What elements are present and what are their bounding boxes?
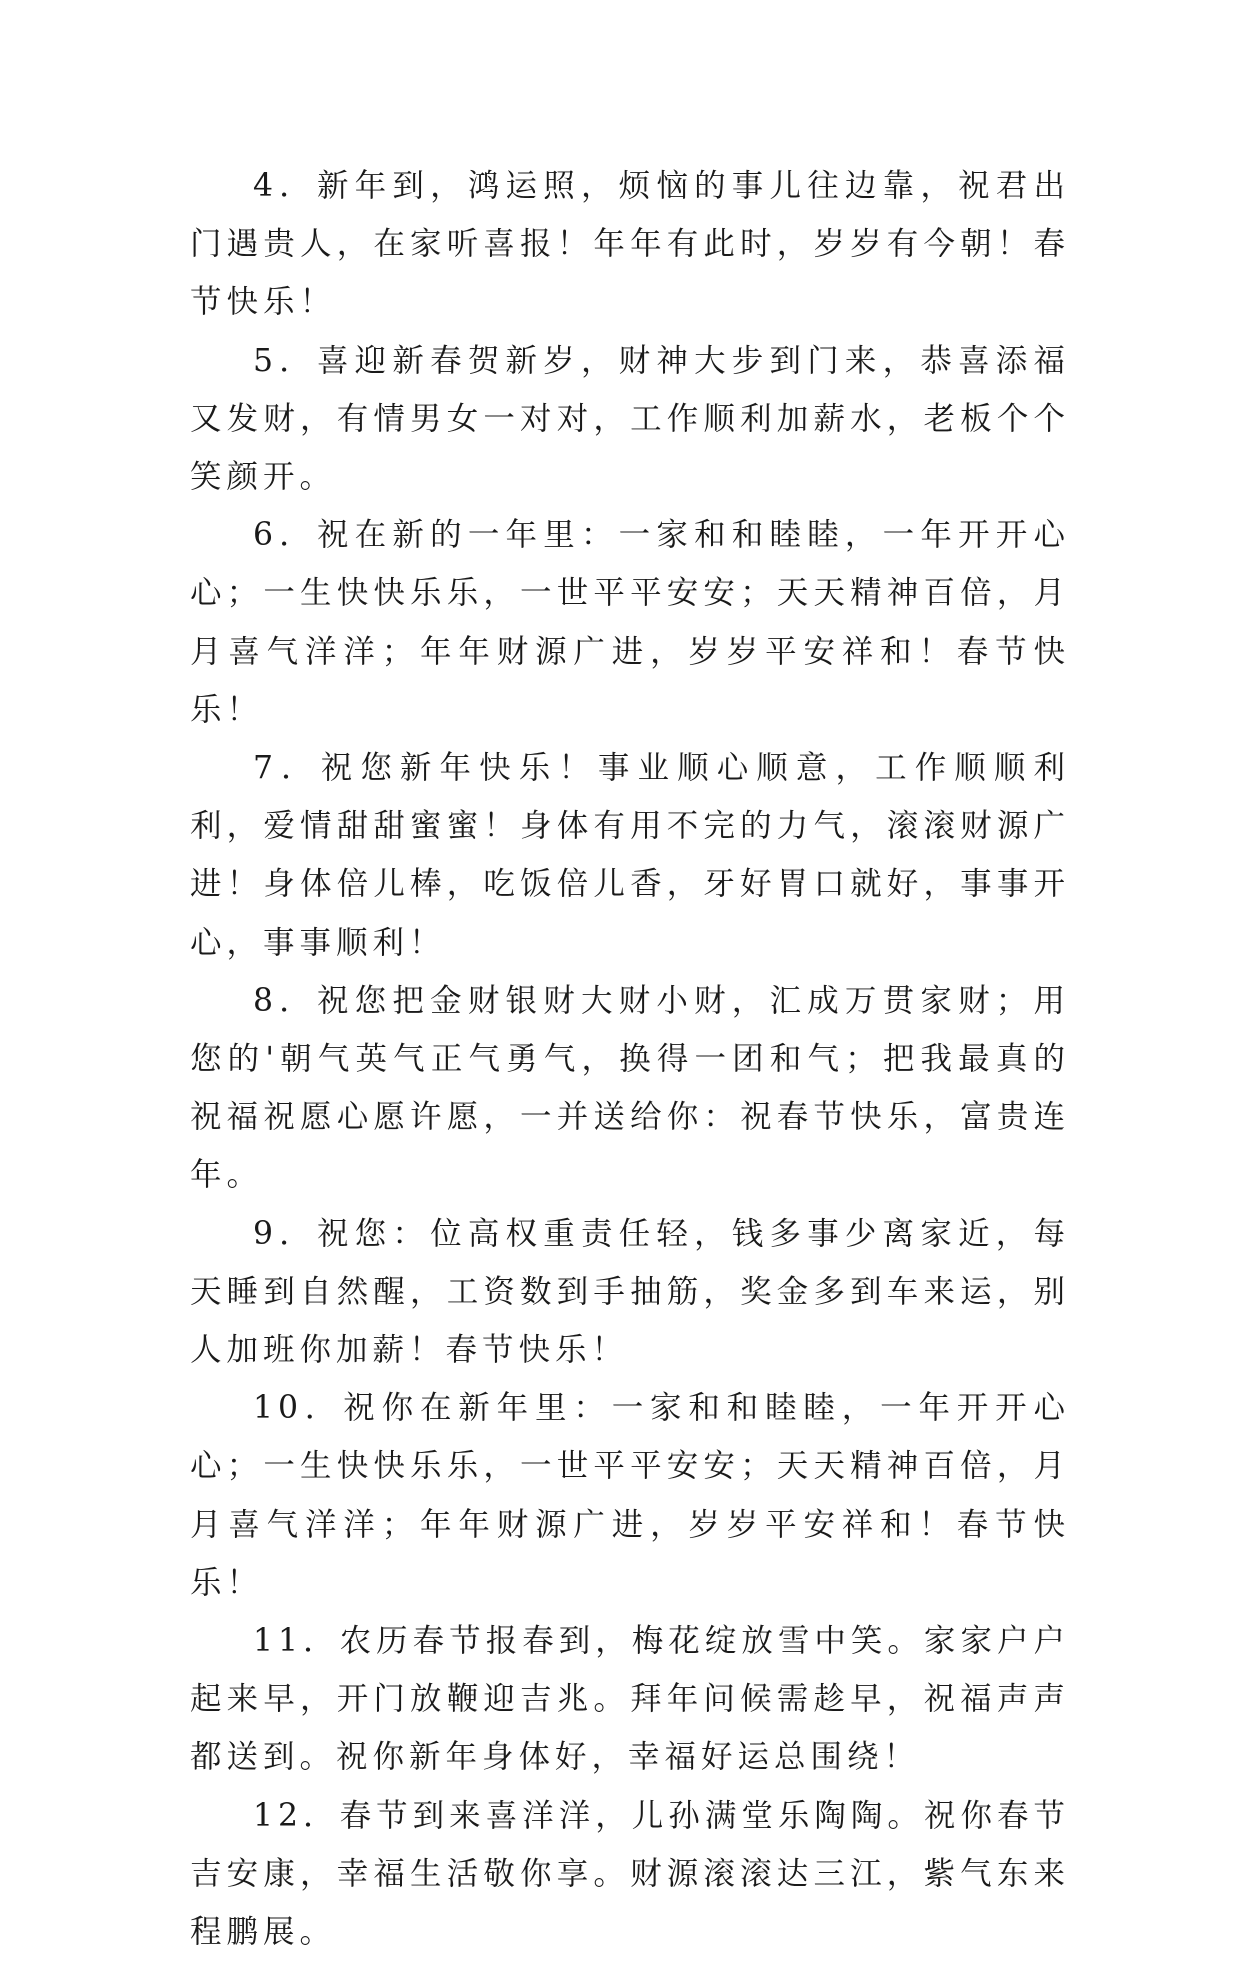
paragraph-11: 11．农历春节报春到，梅花绽放雪中笑。家家户户起来早，开门放鞭迎吉兆。拜年问候需趁早，祝福声声都送到。祝你新年身体好，幸福好运总围绕！ [190,1623,1070,1776]
paragraph-12: 12．春节到来喜洋洋，儿孙满堂乐陶陶。祝你春节吉安康，幸福生活敬你享。财源滚滚达三江，紫气东来程鹏展。 [190,1797,1070,1951]
paragraph-10: 10．祝你在新年里：一家和和睦睦，一年开开心心；一生快快乐乐，一世平平安安；天天精神百倍，月月喜气洋洋；年年财源广进，岁岁平安祥和！春节快乐！ [190,1390,1070,1601]
paragraph-6: 6．祝在新的一年里：一家和和睦睦，一年开开心心；一生快快乐乐，一世平平安安；天天精神百倍，月月喜气洋洋；年年财源广进，岁岁平安祥和！春节快乐！ [190,517,1070,728]
paragraph-5: 5．喜迎新春贺新岁，财神大步到门来，恭喜添福又发财，有情男女一对对，工作顺利加薪水，老板个个笑颜开。 [190,342,1070,496]
paragraph-9: 9．祝您：位高权重责任轻，钱多事少离家近，每天睡到自然醒，工资数到手抽筋，奖金多到车来运，别人加班你加薪！春节快乐！ [190,1215,1070,1369]
paragraph-8: 8．祝您把金财银财大财小财，汇成万贯家财；用您的'朝气英气正气勇气，换得一团和气；把我最真的祝福祝愿心愿许愿，一并送给你：祝春节快乐，富贵连年。 [190,982,1070,1194]
document-body [190,157,1070,1961]
paragraph-4: 4．新年到，鸿运照，烦恼的事儿往边靠，祝君出门遇贵人，在家听喜报！年年有此时，岁岁有今朝！春节快乐！ [190,168,1070,321]
paragraph-7: 7．祝您新年快乐！事业顺心顺意，工作顺顺利利，爱情甜甜蜜蜜！身体有用不完的力气，滚滚财源广进！身体倍儿棒，吃饭倍儿香，牙好胃口就好，事事开心，事事顺利！ [190,750,1070,961]
